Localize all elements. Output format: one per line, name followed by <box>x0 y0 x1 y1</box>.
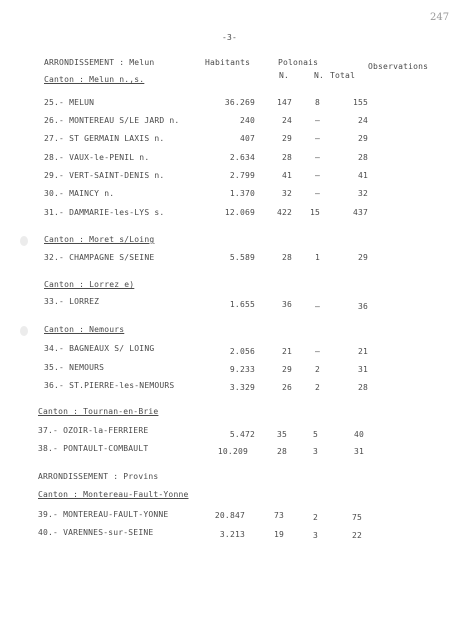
column-nn: N. <box>314 71 325 80</box>
row-nn: – <box>314 134 320 143</box>
row-total: 22 <box>351 531 362 540</box>
row-total: 31 <box>357 365 368 374</box>
row-habitants: 2.056 <box>229 347 255 356</box>
row-nn: – <box>314 302 320 311</box>
row-total: 437 <box>352 208 368 217</box>
row-nn: 8 <box>314 98 320 107</box>
row-n: 28 <box>281 253 292 262</box>
row-nn: 3 <box>312 447 318 456</box>
row-n: 29 <box>281 365 292 374</box>
canton-heading: Canton : Tournan-en-Brie <box>38 407 159 416</box>
row-label: 37.- OZOIR-la-FERRIERE <box>38 426 149 435</box>
row-label: 30.- MAINCY n. <box>44 189 115 198</box>
arrondissement-heading: ARRONDISSEMENT : Provins <box>38 472 159 481</box>
row-habitants: 20.847 <box>214 511 245 520</box>
row-habitants: 1.655 <box>229 300 255 309</box>
row-nn: – <box>314 116 320 125</box>
row-label: 35.- NEMOURS <box>44 363 105 372</box>
row-n: 147 <box>276 98 292 107</box>
row-total: 29 <box>357 253 368 262</box>
page-marker: -3- <box>222 33 238 42</box>
row-label: 29.- VERT-SAINT-DENIS n. <box>44 171 165 180</box>
row-habitants: 5.472 <box>229 430 255 439</box>
column-habitants: Habitants <box>205 58 251 67</box>
row-label: 27.- ST GERMAIN LAXIS n. <box>44 134 165 143</box>
row-habitants: 5.589 <box>229 253 255 262</box>
row-habitants: 1.370 <box>229 189 255 198</box>
row-nn: 1 <box>314 253 320 262</box>
row-habitants: 12.069 <box>224 208 255 217</box>
row-habitants: 2.634 <box>229 153 255 162</box>
canton-heading: Canton : Melun n.,s. <box>44 75 145 84</box>
row-label: 25.- MELUN <box>44 98 95 107</box>
row-total: 36 <box>357 302 368 311</box>
row-nn: – <box>314 347 320 356</box>
handwritten-page-number: 247 <box>430 12 450 23</box>
row-nn: – <box>314 171 320 180</box>
row-n: 35 <box>276 430 287 439</box>
row-nn: 5 <box>312 430 318 439</box>
column-n: N. <box>279 71 290 80</box>
row-n: 29 <box>281 134 292 143</box>
row-habitants: 2.799 <box>229 171 255 180</box>
row-habitants: 9.233 <box>229 365 255 374</box>
row-total: 75 <box>351 513 362 522</box>
row-nn: 15 <box>309 208 320 217</box>
row-total: 31 <box>353 447 364 456</box>
row-n: 21 <box>281 347 292 356</box>
row-label: 26.- MONTEREAU S/LE JARD n. <box>44 116 180 125</box>
row-nn: – <box>314 153 320 162</box>
row-n: 32 <box>281 189 292 198</box>
row-n: 36 <box>281 300 292 309</box>
row-total: 28 <box>357 383 368 392</box>
row-nn: 2 <box>312 513 318 522</box>
row-habitants: 10.209 <box>217 447 248 456</box>
row-nn: – <box>314 189 320 198</box>
row-n: 41 <box>281 171 292 180</box>
row-n: 28 <box>276 447 287 456</box>
row-total: 29 <box>357 134 368 143</box>
row-total: 28 <box>357 153 368 162</box>
punch-hole <box>20 236 28 246</box>
row-label: 39.- MONTEREAU-FAULT-YONNE <box>38 510 169 519</box>
row-label: 36.- ST.PIERRE-les-NEMOURS <box>44 381 175 390</box>
row-habitants: 407 <box>239 134 255 143</box>
row-total: 32 <box>357 189 368 198</box>
row-nn: 2 <box>314 383 320 392</box>
row-label: 33.- LORREZ <box>44 297 100 306</box>
row-habitants: 240 <box>239 116 255 125</box>
row-label: 38.- PONTAULT-COMBAULT <box>38 444 149 453</box>
column-polonais: Polonais <box>278 58 319 67</box>
column-observations: Observations <box>368 62 429 71</box>
row-total: 21 <box>357 347 368 356</box>
row-total: 40 <box>353 430 364 439</box>
row-label: 34.- BAGNEAUX S/ LOING <box>44 344 155 353</box>
column-total: Total <box>330 71 356 80</box>
canton-heading: Canton : Nemours <box>44 325 125 334</box>
row-label: 28.- VAUX-le-PENIL n. <box>44 153 150 162</box>
row-label: 32.- CHAMPAGNE S/SEINE <box>44 253 155 262</box>
row-n: 73 <box>273 511 284 520</box>
punch-hole <box>20 326 28 336</box>
canton-heading: Canton : Montereau-Fault-Yonne <box>38 490 189 499</box>
row-habitants: 3.213 <box>219 530 245 539</box>
row-habitants: 36.269 <box>224 98 255 107</box>
row-nn: 2 <box>314 365 320 374</box>
arrondissement-heading: ARRONDISSEMENT : Melun <box>44 58 155 67</box>
row-label: 31.- DAMMARIE-les-LYS s. <box>44 208 165 217</box>
canton-heading: Canton : Moret s/Loing <box>44 235 155 244</box>
row-habitants: 3.329 <box>229 383 255 392</box>
row-n: 19 <box>273 530 284 539</box>
row-total: 41 <box>357 171 368 180</box>
row-n: 26 <box>281 383 292 392</box>
row-label: 40.- VARENNES-sur-SEINE <box>38 528 154 537</box>
row-total: 24 <box>357 116 368 125</box>
row-n: 24 <box>281 116 292 125</box>
row-n: 422 <box>276 208 292 217</box>
row-total: 155 <box>352 98 368 107</box>
canton-heading: Canton : Lorrez e) <box>44 280 135 289</box>
row-nn: 3 <box>312 531 318 540</box>
row-n: 28 <box>281 153 292 162</box>
